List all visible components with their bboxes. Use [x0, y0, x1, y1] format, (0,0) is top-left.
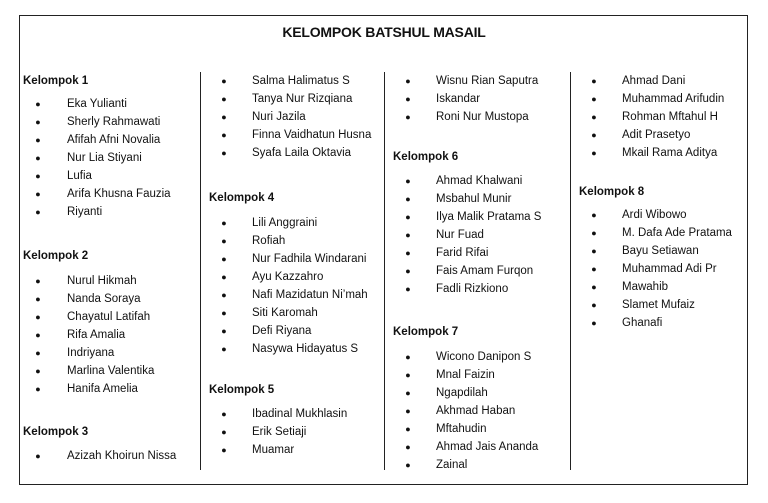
group-list-kelompok-2 [33, 272, 154, 398]
list-item: ● Ayu Kazzahro [219, 268, 368, 286]
bullet-icon: ● [405, 194, 411, 204]
list-item: ● Mnal Faizin [403, 366, 538, 384]
bullet-icon: ● [221, 409, 227, 419]
group-list-kelompok-6 [403, 172, 541, 298]
list-item: ● Ahmad Khalwani [403, 172, 541, 190]
bullet-icon: ● [591, 228, 597, 238]
bullet-icon: ● [405, 370, 411, 380]
bullet-icon: ● [221, 236, 227, 246]
group-list-kelompok-1 [33, 95, 171, 221]
bullet-icon: ● [405, 442, 411, 452]
bullet-icon: ● [221, 148, 227, 158]
bullet-icon: ● [591, 318, 597, 328]
bullet-icon: ● [35, 294, 41, 304]
bullet-icon: ● [405, 230, 411, 240]
list-item: ● Nur Fadhila Windarani [219, 250, 368, 268]
bullet-icon: ● [591, 210, 597, 220]
bullet-icon: ● [405, 460, 411, 470]
list-item: ● Lili Anggraini [219, 214, 368, 232]
list-item: ● Lufia [33, 167, 171, 185]
list-item: ● Nurul Hikmah [33, 272, 154, 290]
bullet-icon: ● [35, 384, 41, 394]
list-item: ● Ilya Malik Pratama S [403, 208, 541, 226]
group-list-kelompok-7-continued [589, 72, 724, 162]
list-item: ● Rofiah [219, 232, 368, 250]
bullet-icon: ● [591, 264, 597, 274]
group-title-kelompok-7: Kelompok 7 [393, 326, 459, 338]
bullet-icon: ● [221, 308, 227, 318]
list-item: ● Hanifa Amelia [33, 380, 154, 398]
bullet-icon: ● [591, 300, 597, 310]
bullet-icon: ● [221, 427, 227, 437]
list-item: ● Fadli Rizkiono [403, 280, 541, 298]
bullet-icon: ● [221, 94, 227, 104]
bullet-icon: ● [591, 130, 597, 140]
bullet-icon: ● [221, 76, 227, 86]
list-item: ● Ghanafi [589, 314, 732, 332]
bullet-icon: ● [221, 272, 227, 282]
bullet-icon: ● [221, 130, 227, 140]
bullet-icon: ● [405, 94, 411, 104]
list-item: ● Slamet Mufaiz [589, 296, 732, 314]
list-item: ● Nur Lia Stiyani [33, 149, 171, 167]
group-title-kelompok-1: Kelompok 1 [23, 75, 89, 87]
list-item: ● Mkail Rama Aditya [589, 144, 724, 162]
group-title-kelompok-4: Kelompok 4 [209, 192, 275, 204]
list-item: ● Arifa Khusna Fauzia [33, 185, 171, 203]
bullet-icon: ● [405, 388, 411, 398]
column-3 [384, 72, 570, 470]
group-list-kelompok-4 [219, 214, 368, 358]
list-item: ● Finna Vaidhatun Husna [219, 126, 371, 144]
list-item: ● Defi Riyana [219, 322, 368, 340]
group-list-kelompok-8 [589, 206, 732, 332]
list-item: ● Mawahib [589, 278, 732, 296]
list-item: ● Eka Yulianti [33, 95, 171, 113]
bullet-icon: ● [405, 284, 411, 294]
bullet-icon: ● [35, 153, 41, 163]
group-list-kelompok-3-continued [219, 72, 371, 162]
group-title-kelompok-2: Kelompok 2 [23, 250, 89, 262]
list-item: ● M. Dafa Ade Pratama [589, 224, 732, 242]
list-item: ● Nasywa Hidayatus S [219, 340, 368, 358]
list-item: ● Sherly Rahmawati [33, 113, 171, 131]
bullet-icon: ● [405, 352, 411, 362]
list-item: ● Adit Prasetyo [589, 126, 724, 144]
bullet-icon: ● [221, 218, 227, 228]
list-item: ● Azizah Khoirun Nissa [33, 447, 176, 465]
column-1 [23, 72, 199, 470]
bullet-icon: ● [591, 112, 597, 122]
bullet-icon: ● [591, 148, 597, 158]
list-item: ● Nanda Soraya [33, 290, 154, 308]
bullet-icon: ● [405, 212, 411, 222]
group-list-kelompok-7 [403, 348, 538, 474]
list-item: ● Ibadinal Mukhlasin [219, 405, 347, 423]
list-item: ● Muamar [219, 441, 347, 459]
list-item: ● Rohman Mftahul H [589, 108, 724, 126]
list-item: ● Tanya Nur Rizqiana [219, 90, 371, 108]
bullet-icon: ● [35, 189, 41, 199]
group-title-kelompok-5: Kelompok 5 [209, 384, 275, 396]
bullet-icon: ● [221, 445, 227, 455]
list-item: ● Ngapdilah [403, 384, 538, 402]
group-list-kelompok-5-continued [403, 72, 538, 126]
bullet-icon: ● [35, 171, 41, 181]
list-item: ● Muhammad Adi Pr [589, 260, 732, 278]
bullet-icon: ● [405, 424, 411, 434]
list-item: ● Bayu Setiawan [589, 242, 732, 260]
bullet-icon: ● [405, 266, 411, 276]
bullet-icon: ● [35, 276, 41, 286]
list-item: ● Roni Nur Mustopa [403, 108, 538, 126]
list-item: ● Chayatul Latifah [33, 308, 154, 326]
bullet-icon: ● [221, 290, 227, 300]
bullet-icon: ● [221, 112, 227, 122]
list-item: ● Ahmad Dani [589, 72, 724, 90]
list-item: ● Rifa Amalia [33, 326, 154, 344]
bullet-icon: ● [35, 312, 41, 322]
group-title-kelompok-8: Kelompok 8 [579, 186, 645, 198]
bullet-icon: ● [35, 117, 41, 127]
bullet-icon: ● [591, 246, 597, 256]
group-title-kelompok-3: Kelompok 3 [23, 426, 89, 438]
list-item: ● Salma Halimatus S [219, 72, 371, 90]
bullet-icon: ● [35, 135, 41, 145]
bullet-icon: ● [221, 254, 227, 264]
list-item: ● Siti Karomah [219, 304, 368, 322]
bullet-icon: ● [35, 451, 41, 461]
list-item: ● Erik Setiaji [219, 423, 347, 441]
bullet-icon: ● [221, 326, 227, 336]
list-item: ● Akhmad Haban [403, 402, 538, 420]
bullet-icon: ● [405, 406, 411, 416]
list-item: ● Nur Fuad [403, 226, 541, 244]
bullet-icon: ● [591, 76, 597, 86]
bullet-icon: ● [35, 366, 41, 376]
list-item: ● Nafi Mazidatun Ni’mah [219, 286, 368, 304]
list-item: ● Wisnu Rian Saputra [403, 72, 538, 90]
list-item: ● Iskandar [403, 90, 538, 108]
group-list-kelompok-5 [219, 405, 347, 459]
bullet-icon: ● [591, 282, 597, 292]
bullet-icon: ● [35, 99, 41, 109]
bullet-icon: ● [405, 112, 411, 122]
bullet-icon: ● [35, 207, 41, 217]
column-2 [200, 72, 384, 470]
page-title: KELOMPOK BATSHUL MASAIL [282, 24, 486, 40]
list-item: ● Msbahul Munir [403, 190, 541, 208]
list-item: ● Nuri Jazila [219, 108, 371, 126]
list-item: ● Mftahudin [403, 420, 538, 438]
list-item: ● Indriyana [33, 344, 154, 362]
list-item: ● Marlina Valentika [33, 362, 154, 380]
list-item: ● Riyanti [33, 203, 171, 221]
bullet-icon: ● [221, 344, 227, 354]
bullet-icon: ● [35, 348, 41, 358]
group-title-kelompok-6: Kelompok 6 [393, 151, 459, 163]
list-item: ● Syafa Laila Oktavia [219, 144, 371, 162]
list-item: ● Afifah Afni Novalia [33, 131, 171, 149]
bullet-icon: ● [405, 76, 411, 86]
bullet-icon: ● [405, 176, 411, 186]
list-item: ● Farid Rifai [403, 244, 541, 262]
list-item: ● Ahmad Jais Ananda [403, 438, 538, 456]
bullet-icon: ● [591, 94, 597, 104]
list-item: ● Muhammad Arifudin [589, 90, 724, 108]
list-item: ● Wicono Danipon S [403, 348, 538, 366]
column-4 [570, 72, 747, 470]
list-item: ● Fais Amam Furqon [403, 262, 541, 280]
group-list-kelompok-3 [33, 447, 176, 465]
list-item: ● Zainal [403, 456, 538, 474]
bullet-icon: ● [35, 330, 41, 340]
list-item: ● Ardi Wibowo [589, 206, 732, 224]
bullet-icon: ● [405, 248, 411, 258]
